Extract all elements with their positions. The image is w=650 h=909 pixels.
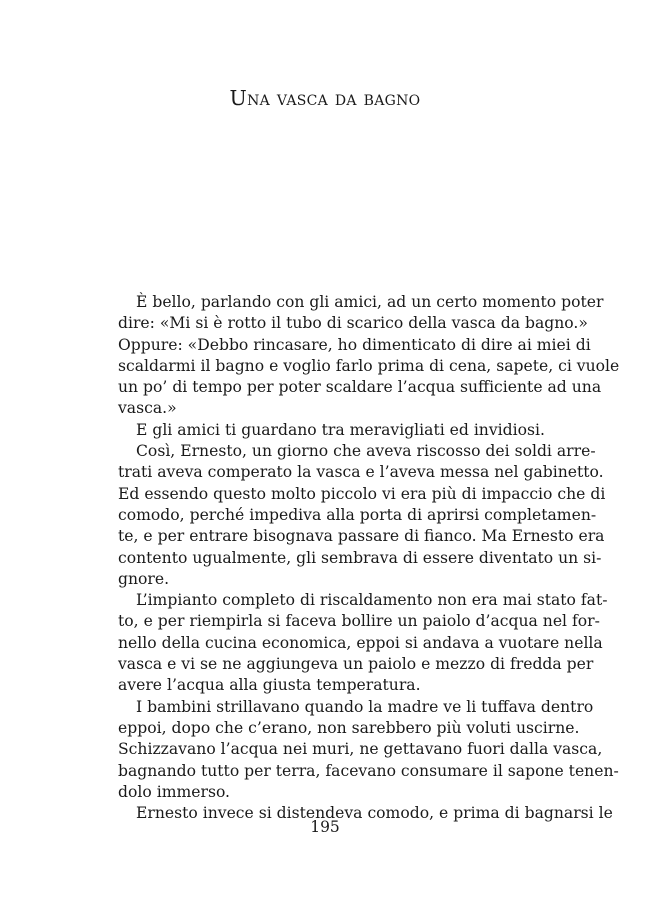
text-line: contento ugualmente, gli sembrava di essere diventato un si- [118,548,602,567]
body-text [118,292,620,824]
text-line: Oppure: «Debbo rincasare, ho dimenticato di dire ai miei di [118,335,591,354]
text-line: dire: «Mi si è rotto il tubo di scarico della vasca da bagno.» [118,314,588,333]
text-line: to, e per riempirla si faceva bollire un paiolo d’acqua nel for- [118,612,600,631]
text-line: Schizzavano l’acqua nei muri, ne gettavano fuori dalla vasca, [118,740,603,759]
text-line: gnore. [118,569,170,588]
text-line: nello della cucina economica, eppoi si andava a vuotare nella [118,633,603,652]
text-line: trati aveva comperato la vasca e l’aveva messa nel gabinetto. [118,463,604,482]
text-line: avere l’acqua alla giusta temperatura. [118,676,421,695]
text-line: Ed essendo questo molto piccolo vi era più di impaccio che di [118,484,606,503]
text-line: I bambini strillavano quando la madre ve li tuffava dentro [136,697,594,716]
text-line: comodo, perché impediva alla porta di aprirsi completamen- [118,505,597,524]
text-line: eppoi, dopo che c’erano, non sarebbero più voluti uscirne. [118,718,580,737]
text-line: È bello, parlando con gli amici, ad un certo momento poter [136,293,604,311]
chapter-title: Una vasca da bagno [229,86,421,110]
text-line: vasca e vi se ne aggiungeva un paiolo e mezzo di fredda per [118,655,594,674]
text-line: Ernesto invece si distendeva comodo, e prima di bagnarsi le [136,804,613,823]
text-line: E gli amici ti guardano tra meravigliati ed invidiosi. [136,420,545,439]
text-line: Così, Ernesto, un giorno che aveva riscosso dei soldi arre- [136,442,596,461]
text-line: te, e per entrare bisognava passare di fianco. Ma Ernesto era [118,527,605,546]
text-line: vasca.» [118,399,177,418]
page-number: 195 [310,818,340,836]
text-line: bagnando tutto per terra, facevano consumare il sapone tenen- [118,761,619,780]
text-line: L’impianto completo di riscaldamento non era mai stato fat- [136,591,608,610]
text-line: un po’ di tempo per poter scaldare l’acqua sufficiente ad una [118,378,602,397]
text-line: scaldarmi il bagno e voglio farlo prima di cena, sapete, ci vuole [118,356,620,375]
text-line: dolo immerso. [118,782,231,801]
